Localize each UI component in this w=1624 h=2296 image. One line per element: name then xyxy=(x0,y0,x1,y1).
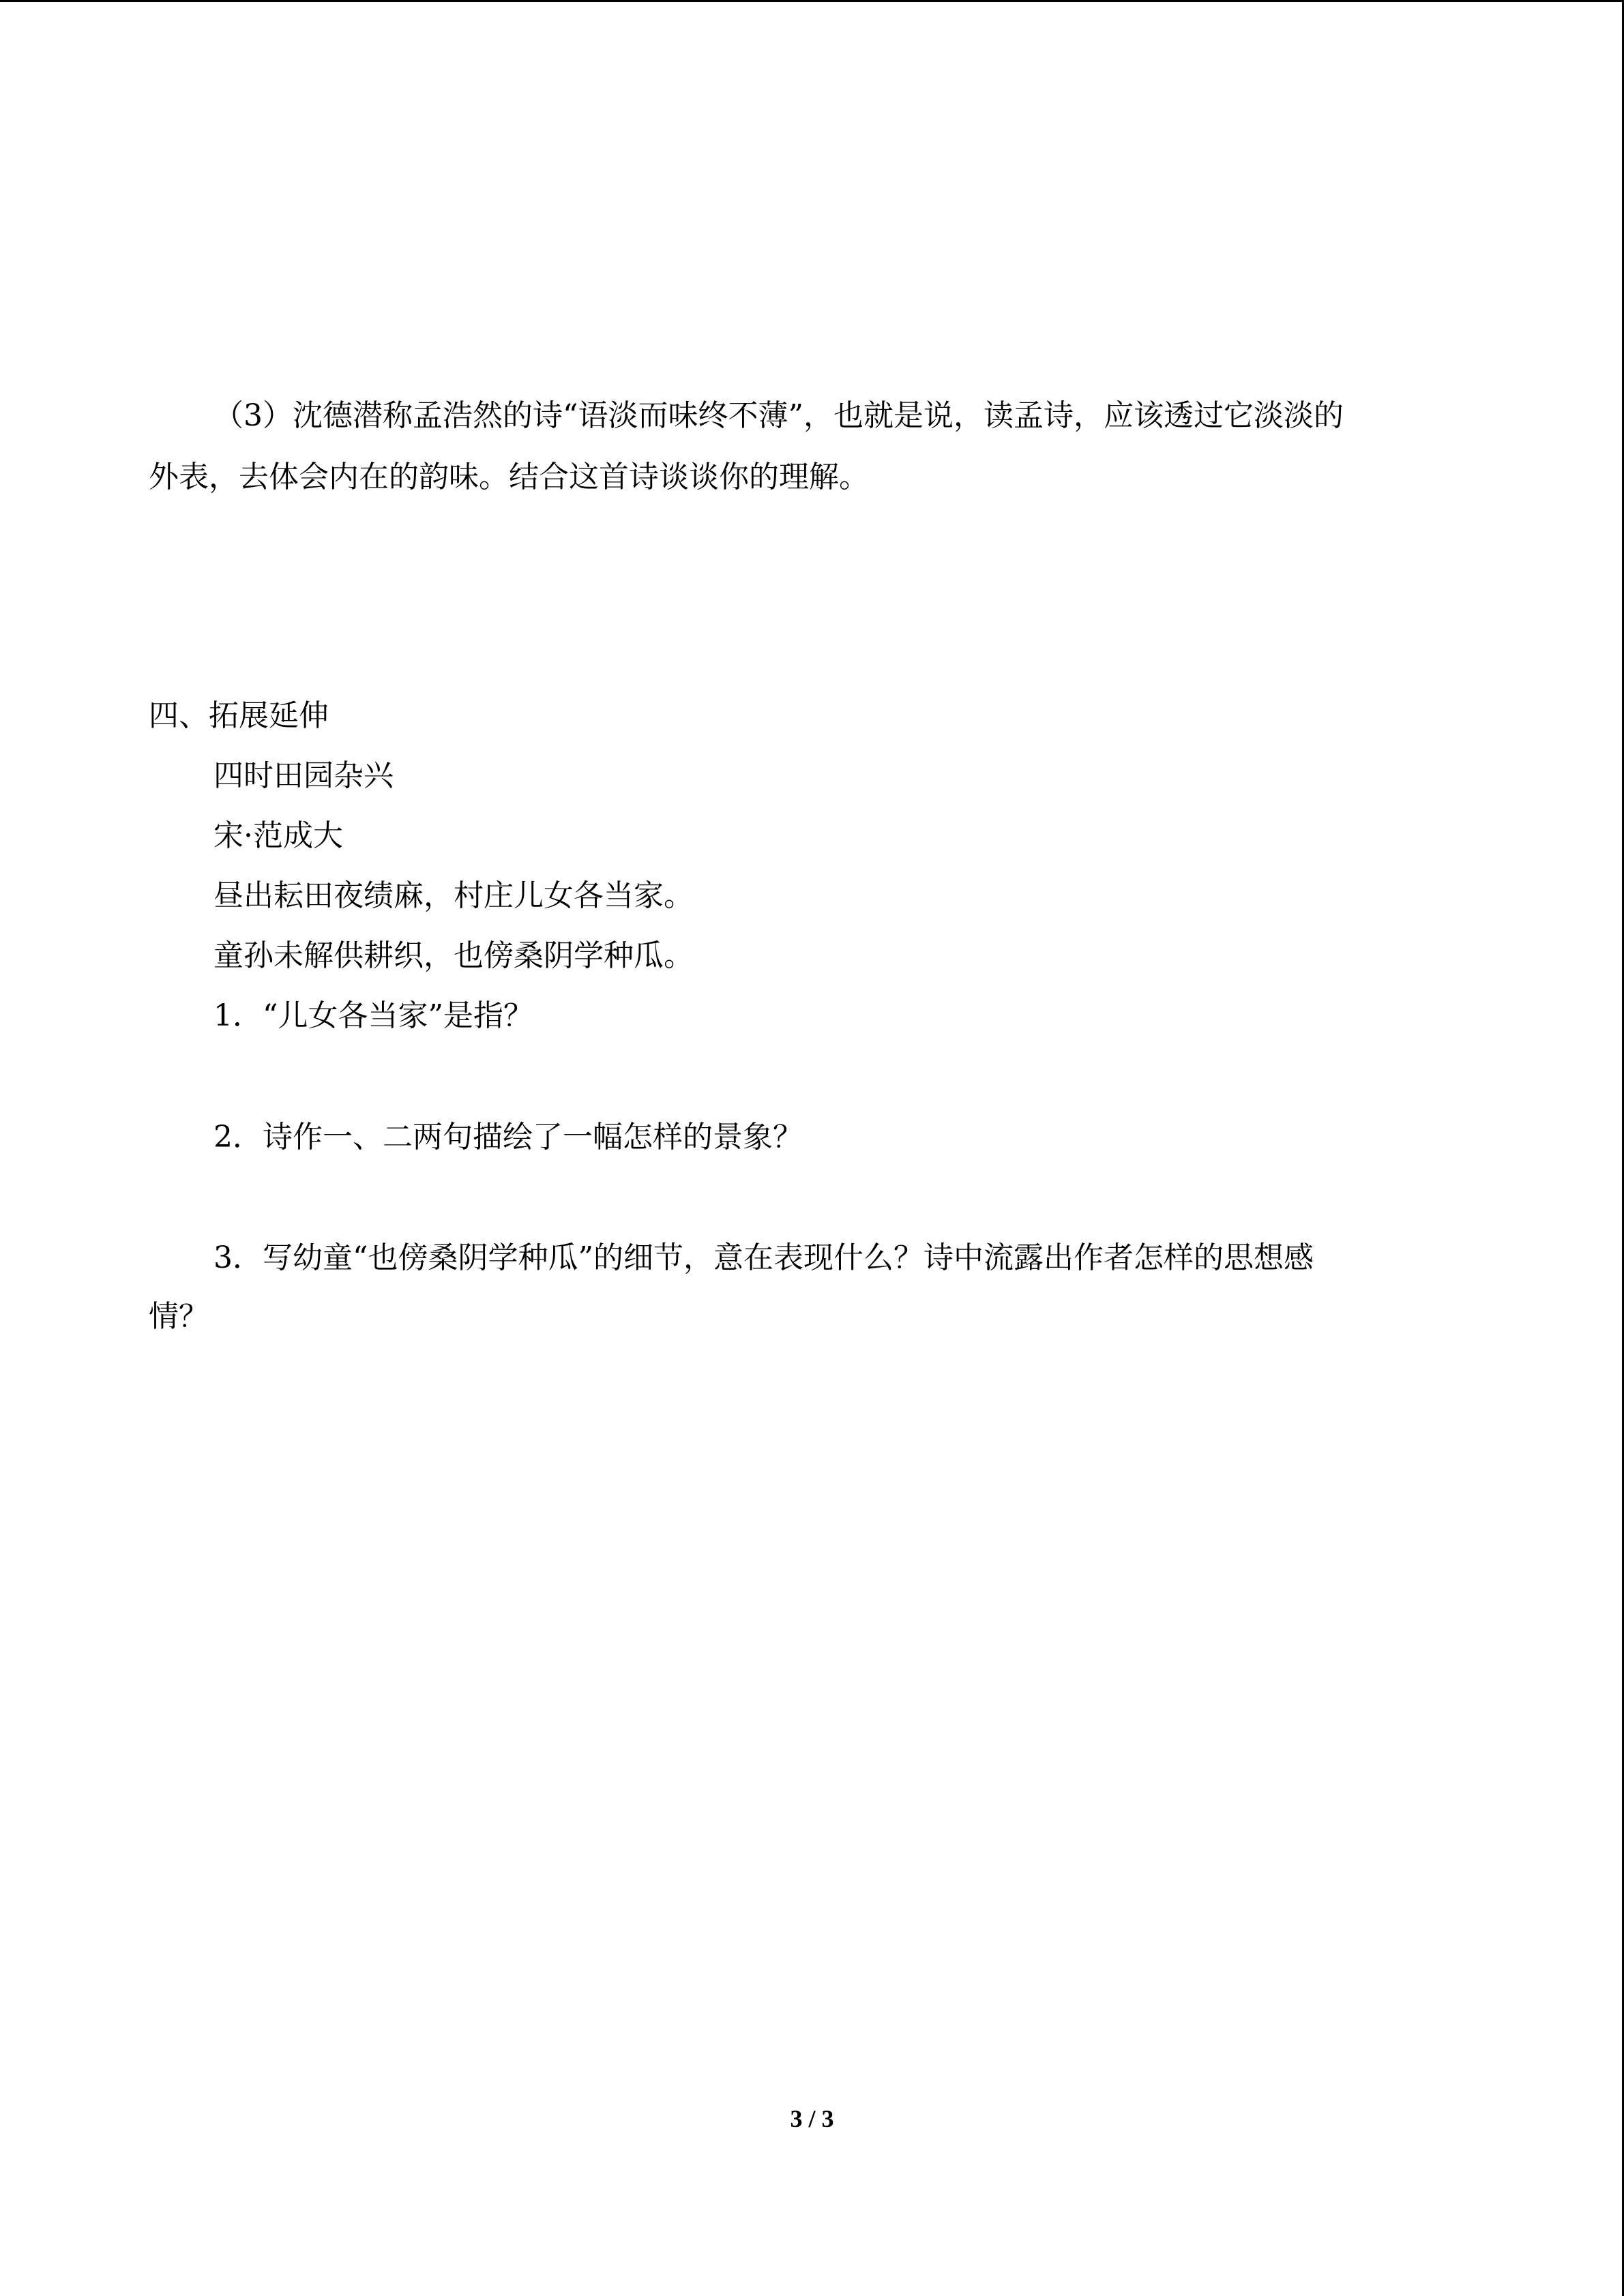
section-heading: 四、拓展延伸 xyxy=(149,698,329,733)
extension-question-3-line-1: 3．写幼童“也傍桑阴学种瓜”的细节，意在表现什么？诗中流露出作者怎样的思想感 xyxy=(213,1240,1314,1275)
extension-question-1: 1．“儿女各当家”是指？ xyxy=(213,998,533,1033)
page-number: 3 / 3 xyxy=(790,2105,834,2132)
question-3-line-1: （3）沈德潜称孟浩然的诗“语淡而味终不薄”，也就是说，读孟诗，应该透过它淡淡的 xyxy=(213,398,1344,433)
poem-author: 宋·范成大 xyxy=(213,818,343,853)
poem-line-2: 童孙未解供耕织，也傍桑阴学种瓜。 xyxy=(213,938,694,973)
extension-question-2: 2．诗作一、二两句描绘了一幅怎样的景象？ xyxy=(213,1120,803,1154)
poem-title: 四时田园杂兴 xyxy=(213,758,394,793)
poem-line-1: 昼出耘田夜绩麻，村庄儿女各当家。 xyxy=(213,878,694,913)
extension-question-3-line-2: 情？ xyxy=(149,1299,209,1334)
question-3-line-2: 外表，去体会内在的韵味。结合这首诗谈谈你的理解。 xyxy=(149,460,869,494)
